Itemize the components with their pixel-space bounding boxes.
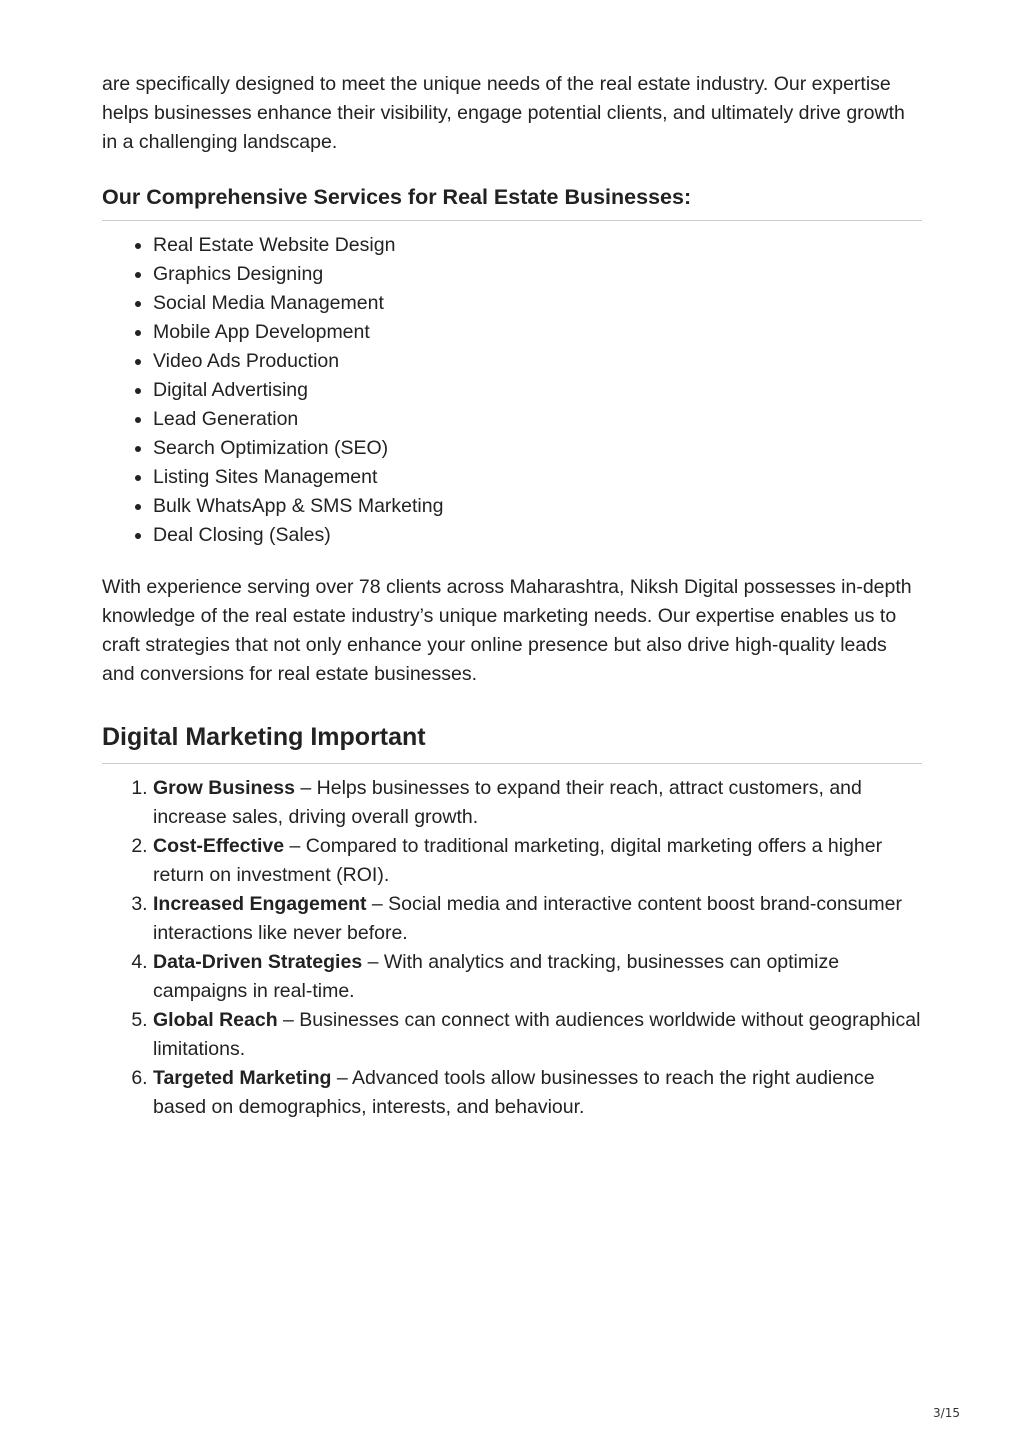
item-description: – Helps businesses to expand their reach, attract customers, and increase sales, driving overall growth. — [153, 777, 862, 828]
services-heading: Our Comprehensive Services for Real Estate Businesses: — [102, 182, 922, 221]
list-item: • Digital Advertising — [153, 376, 922, 405]
list-item — [153, 774, 922, 832]
importance-list — [102, 774, 922, 1122]
item-description: – With analytics and tracking, businesses can optimize campaigns in real-time. — [153, 951, 840, 1002]
list-item — [153, 1006, 922, 1064]
list-item: • Video Ads Production — [153, 347, 922, 376]
services-list — [102, 231, 922, 550]
list-item — [153, 948, 922, 1006]
item-term: Grow Business — [153, 777, 295, 799]
item-term: Cost-Effective — [153, 835, 285, 857]
item-description: – Compared to traditional marketing, digital marketing offers a higher return on investment (ROI). — [153, 835, 883, 886]
list-item: • Real Estate Website Design — [153, 231, 922, 260]
item-term: Data-Driven Strategies — [153, 951, 363, 973]
list-item: • Social Media Management — [153, 289, 922, 318]
item-term: Increased Engagement — [153, 893, 367, 915]
document-content — [102, 70, 922, 1122]
item-term: Global Reach — [153, 1009, 278, 1031]
item-description: – Businesses can connect with audiences worldwide without geographical limitations. — [153, 1009, 921, 1060]
list-item: • Bulk WhatsApp & SMS Marketing — [153, 492, 922, 521]
item-description: – Advanced tools allow businesses to reach the right audience based on demographics, interests, and behaviour. — [153, 1067, 875, 1118]
list-item — [153, 1064, 922, 1122]
experience-paragraph: With experience serving over 78 clients across Maharashtra, Niksh Digital possesses in-depth knowledge of the real estate industry’s unique marketing needs. Our expertise enables us to craft strategies that not only enhance your online presence but also drive high-quality leads and conversions for real estate businesses. — [102, 576, 912, 685]
list-item: • Search Optimization (SEO) — [153, 434, 922, 463]
list-item — [153, 890, 922, 948]
list-item: • Deal Closing (Sales) — [153, 521, 922, 550]
list-item: • Listing Sites Management — [153, 463, 922, 492]
importance-heading: Digital Marketing Important — [102, 719, 922, 764]
list-item: • Mobile App Development — [153, 318, 922, 347]
list-item: • Graphics Designing — [153, 260, 922, 289]
item-description: – Social media and interactive content boost brand-consumer interactions like never before. — [153, 893, 902, 944]
page-number: 3/15 — [933, 1406, 960, 1420]
list-item: • Lead Generation — [153, 405, 922, 434]
list-item — [153, 832, 922, 890]
intro-paragraph: are specifically designed to meet the unique needs of the real estate industry. Our expertise helps businesses enhance their visibility, engage potential clients, and ultimately drive growth in a challenging landscape. — [102, 73, 905, 153]
item-term: Targeted Marketing — [153, 1067, 332, 1089]
